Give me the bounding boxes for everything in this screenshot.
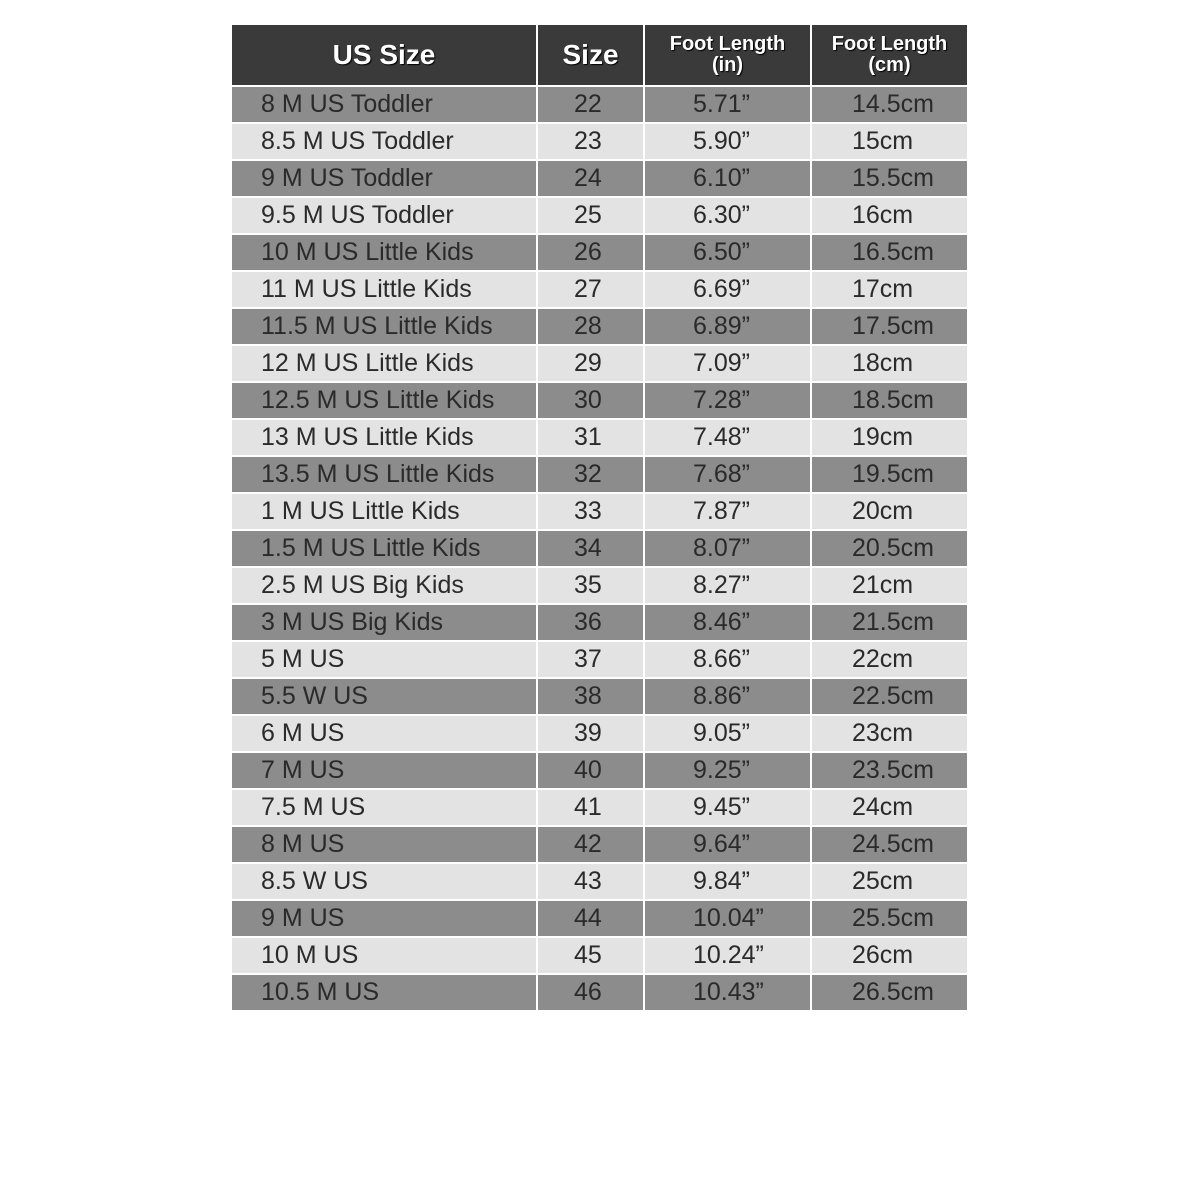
- eu-size-cell: 32: [536, 455, 643, 492]
- eu-size-cell: 42: [536, 825, 643, 862]
- foot-length-cm-cell: 20.5cm: [810, 529, 967, 566]
- header-us-size: US Size: [232, 25, 536, 85]
- foot-length-in-cell: 8.27”: [643, 566, 810, 603]
- foot-length-in-cell: 7.68”: [643, 455, 810, 492]
- eu-size-cell: 22: [536, 85, 643, 122]
- table-row: [232, 862, 967, 899]
- table-row: [232, 973, 967, 1010]
- foot-length-cm-cell: 26.5cm: [810, 973, 967, 1010]
- us-size-cell: 13.5 M US Little Kids: [232, 455, 536, 492]
- foot-length-cm-cell: 20cm: [810, 492, 967, 529]
- table-row: [232, 492, 967, 529]
- foot-length-in-cell: 10.24”: [643, 936, 810, 973]
- foot-length-cm-cell: 21.5cm: [810, 603, 967, 640]
- foot-length-cm-cell: 16.5cm: [810, 233, 967, 270]
- foot-length-cm-cell: 21cm: [810, 566, 967, 603]
- foot-length-in-cell: 8.86”: [643, 677, 810, 714]
- us-size-cell: 9.5 M US Toddler: [232, 196, 536, 233]
- eu-size-cell: 37: [536, 640, 643, 677]
- table-row: [232, 418, 967, 455]
- us-size-cell: 8 M US: [232, 825, 536, 862]
- foot-length-cm-cell: 18cm: [810, 344, 967, 381]
- us-size-cell: 7 M US: [232, 751, 536, 788]
- table-row: [232, 196, 967, 233]
- us-size-cell: 1.5 M US Little Kids: [232, 529, 536, 566]
- foot-length-cm-cell: 18.5cm: [810, 381, 967, 418]
- eu-size-cell: 43: [536, 862, 643, 899]
- table-row: [232, 640, 967, 677]
- foot-length-in-cell: 8.66”: [643, 640, 810, 677]
- header-foot-length-in-label: Foot Length: [669, 33, 786, 55]
- table-row: [232, 122, 967, 159]
- foot-length-in-cell: 6.69”: [643, 270, 810, 307]
- us-size-cell: 10 M US Little Kids: [232, 233, 536, 270]
- foot-length-in-cell: 5.71”: [643, 85, 810, 122]
- us-size-cell: 13 M US Little Kids: [232, 418, 536, 455]
- eu-size-cell: 24: [536, 159, 643, 196]
- foot-length-cm-cell: 15.5cm: [810, 159, 967, 196]
- table-row: [232, 85, 967, 122]
- eu-size-cell: 40: [536, 751, 643, 788]
- table-row: [232, 566, 967, 603]
- foot-length-cm-cell: 24cm: [810, 788, 967, 825]
- table-row: [232, 899, 967, 936]
- us-size-cell: 6 M US: [232, 714, 536, 751]
- header-foot-length-in: [643, 25, 810, 85]
- eu-size-cell: 34: [536, 529, 643, 566]
- header-size: Size: [536, 25, 643, 85]
- us-size-cell: 8.5 W US: [232, 862, 536, 899]
- us-size-cell: 1 M US Little Kids: [232, 492, 536, 529]
- table-row: [232, 455, 967, 492]
- table-row: [232, 344, 967, 381]
- foot-length-cm-cell: 25.5cm: [810, 899, 967, 936]
- foot-length-cm-cell: 17cm: [810, 270, 967, 307]
- us-size-cell: 9 M US Toddler: [232, 159, 536, 196]
- us-size-cell: 11 M US Little Kids: [232, 270, 536, 307]
- foot-length-cm-cell: 16cm: [810, 196, 967, 233]
- table-row: [232, 270, 967, 307]
- eu-size-cell: 33: [536, 492, 643, 529]
- foot-length-in-cell: 8.46”: [643, 603, 810, 640]
- table-row: [232, 936, 967, 973]
- eu-size-cell: 31: [536, 418, 643, 455]
- eu-size-cell: 30: [536, 381, 643, 418]
- us-size-cell: 10 M US: [232, 936, 536, 973]
- table-row: [232, 751, 967, 788]
- us-size-cell: 12.5 M US Little Kids: [232, 381, 536, 418]
- eu-size-cell: 29: [536, 344, 643, 381]
- foot-length-in-cell: 6.10”: [643, 159, 810, 196]
- eu-size-cell: 25: [536, 196, 643, 233]
- size-chart-table: [232, 25, 967, 1010]
- foot-length-in-cell: 9.25”: [643, 751, 810, 788]
- foot-length-cm-cell: 23.5cm: [810, 751, 967, 788]
- foot-length-cm-cell: 15cm: [810, 122, 967, 159]
- foot-length-cm-cell: 22.5cm: [810, 677, 967, 714]
- foot-length-in-cell: 5.90”: [643, 122, 810, 159]
- us-size-cell: 5.5 W US: [232, 677, 536, 714]
- header-foot-length-cm: [810, 25, 967, 85]
- us-size-cell: 7.5 M US: [232, 788, 536, 825]
- table-row: [232, 529, 967, 566]
- eu-size-cell: 27: [536, 270, 643, 307]
- foot-length-in-cell: 6.30”: [643, 196, 810, 233]
- us-size-cell: 5 M US: [232, 640, 536, 677]
- foot-length-cm-cell: 23cm: [810, 714, 967, 751]
- foot-length-cm-cell: 14.5cm: [810, 85, 967, 122]
- table-row: [232, 714, 967, 751]
- table-row: [232, 825, 967, 862]
- foot-length-in-cell: 7.28”: [643, 381, 810, 418]
- eu-size-cell: 35: [536, 566, 643, 603]
- us-size-cell: 11.5 M US Little Kids: [232, 307, 536, 344]
- foot-length-in-cell: 6.89”: [643, 307, 810, 344]
- us-size-cell: 9 M US: [232, 899, 536, 936]
- table-row: [232, 788, 967, 825]
- eu-size-cell: 44: [536, 899, 643, 936]
- us-size-cell: 3 M US Big Kids: [232, 603, 536, 640]
- foot-length-cm-cell: 19cm: [810, 418, 967, 455]
- us-size-cell: 8 M US Toddler: [232, 85, 536, 122]
- eu-size-cell: 41: [536, 788, 643, 825]
- foot-length-in-cell: 10.04”: [643, 899, 810, 936]
- foot-length-cm-cell: 22cm: [810, 640, 967, 677]
- foot-length-cm-cell: 24.5cm: [810, 825, 967, 862]
- eu-size-cell: 28: [536, 307, 643, 344]
- foot-length-in-cell: 9.64”: [643, 825, 810, 862]
- foot-length-cm-cell: 25cm: [810, 862, 967, 899]
- foot-length-in-cell: 8.07”: [643, 529, 810, 566]
- foot-length-in-cell: 7.09”: [643, 344, 810, 381]
- table-row: [232, 233, 967, 270]
- foot-length-in-cell: 6.50”: [643, 233, 810, 270]
- foot-length-in-cell: 10.43”: [643, 973, 810, 1010]
- foot-length-in-cell: 9.84”: [643, 862, 810, 899]
- eu-size-cell: 38: [536, 677, 643, 714]
- table-row: [232, 159, 967, 196]
- eu-size-cell: 23: [536, 122, 643, 159]
- us-size-cell: 10.5 M US: [232, 973, 536, 1010]
- header-foot-length-cm-label: Foot Length: [831, 33, 948, 55]
- eu-size-cell: 39: [536, 714, 643, 751]
- table-row: [232, 381, 967, 418]
- foot-length-cm-cell: 19.5cm: [810, 455, 967, 492]
- table-row: [232, 677, 967, 714]
- foot-length-cm-cell: 26cm: [810, 936, 967, 973]
- eu-size-cell: 36: [536, 603, 643, 640]
- us-size-cell: 8.5 M US Toddler: [232, 122, 536, 159]
- table-row: [232, 603, 967, 640]
- foot-length-in-cell: 7.48”: [643, 418, 810, 455]
- us-size-cell: 2.5 M US Big Kids: [232, 566, 536, 603]
- eu-size-cell: 26: [536, 233, 643, 270]
- eu-size-cell: 46: [536, 973, 643, 1010]
- foot-length-cm-cell: 17.5cm: [810, 307, 967, 344]
- foot-length-in-cell: 9.05”: [643, 714, 810, 751]
- foot-length-in-cell: 9.45”: [643, 788, 810, 825]
- eu-size-cell: 45: [536, 936, 643, 973]
- us-size-cell: 12 M US Little Kids: [232, 344, 536, 381]
- header-foot-length-cm-unit: (cm): [868, 54, 911, 76]
- size-chart-body: [232, 85, 967, 1010]
- header-row: [232, 25, 967, 85]
- foot-length-in-cell: 7.87”: [643, 492, 810, 529]
- header-foot-length-in-unit: (in): [711, 54, 744, 76]
- table-row: [232, 307, 967, 344]
